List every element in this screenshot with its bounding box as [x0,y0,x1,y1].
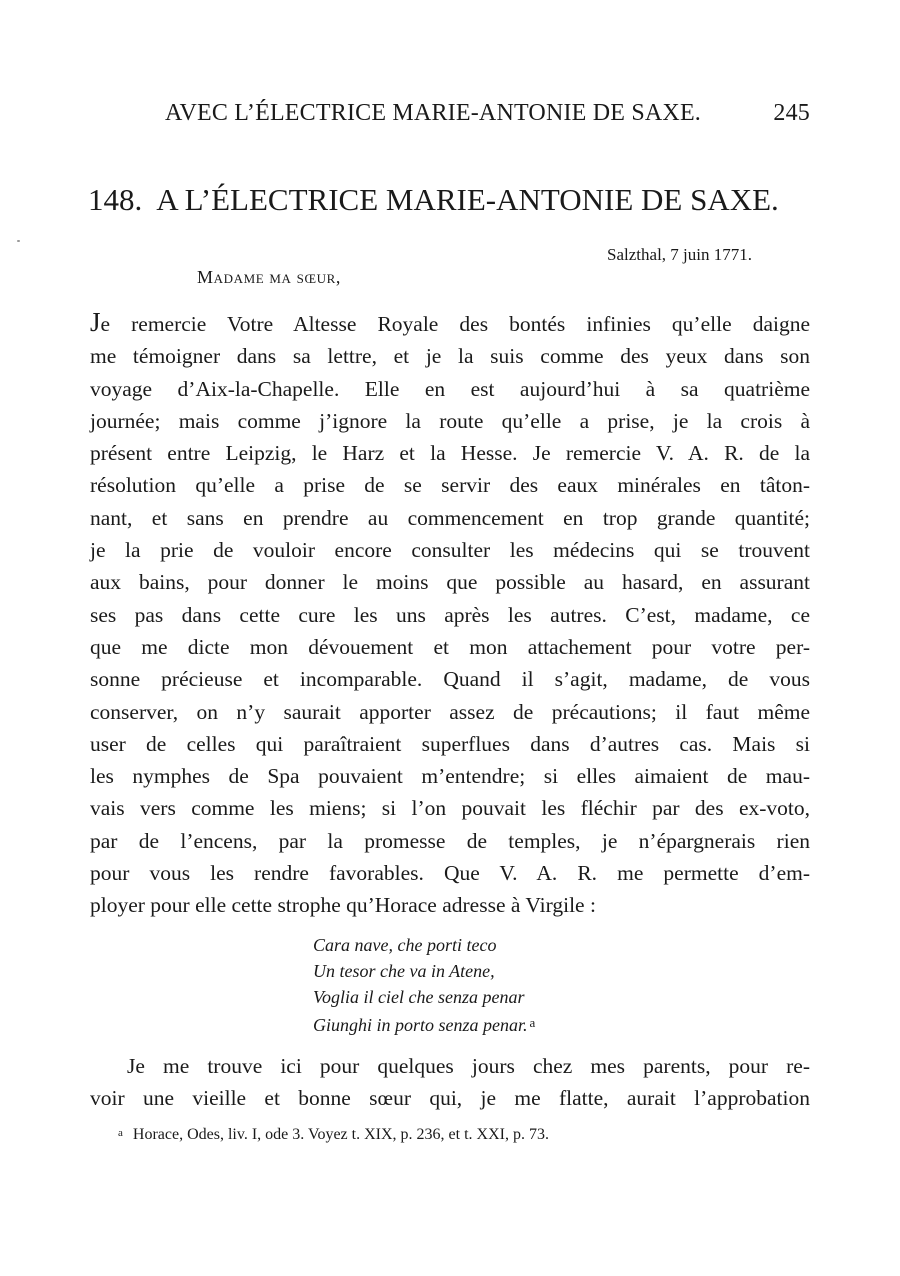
running-head-title: AVEC L’ÉLECTRICE MARIE-ANTONIE DE SAXE. [165,100,701,126]
page-number: 245 [773,100,810,126]
dateline: Salzthal, 7 juin 1771. [607,245,752,264]
verse-line: Cara nave, che porti teco [313,935,497,955]
drop-cap: J [90,307,101,337]
body-line: conserver, on n’y saurait apporter assez de précautions; il faut même [90,699,810,724]
body-line: me témoigner dans sa lettre, et je la suis comme des yeux dans son [90,344,810,369]
body-line: que me dicte mon dévouement et mon attachement pour votre per- [90,634,810,659]
verse-line: Giunghi in porto senza penar. $^a$ [313,1015,536,1035]
body-line: sonne précieuse et incomparable. Quand il s’agit, madame, de vous [90,667,810,692]
scan-speck [17,240,20,242]
footnote-text: Horace, Odes, liv. I, ode 3. Voyez t. XIX, p. 236, et t. XXI, p. 73. [132,1126,549,1143]
letter-continuation [90,1050,810,1114]
footnote-mark: a [118,1127,123,1139]
letter-number: 148. [88,182,143,217]
continuation-line: Je me trouve ici pour quelques jours chez mes parents, pour re- [127,1054,810,1078]
verse-line: Un tesor che va in Atene, [313,961,495,981]
footnote-reference: a [529,1015,536,1030]
verse-line: Voglia il ciel che senza penar [313,987,525,1007]
body-line: par de l’encens, par la promesse de temples, je n’épargnerais rien [90,828,810,853]
body-line: présent entre Leipzig, le Harz et la Hesse. Je remercie V. A. R. de la [90,441,810,466]
letter-title: A L’ÉLECTRICE MARIE-ANTONIE DE SAXE. [156,182,779,217]
body-line: voyage d’Aix-la-Chapelle. Elle en est aujourd’hui à sa quatrième [90,376,810,401]
body-line: journée; mais comme j’ignore la route qu’elle a prise, je la crois à [90,408,810,433]
body-line: user de celles qui paraîtraient superflues dans d’autres cas. Mais si [90,731,810,756]
letter-heading [88,182,818,218]
body-line: résolution qu’elle a prise de se servir des eaux minérales en tâton- [90,473,810,498]
body-line: pour vous les rendre favorables. Que V. A. R. me permette d’em- [90,861,810,886]
body-line: ployer pour elle cette strophe qu’Horace adresse à Virgile : [90,893,596,918]
footnote [118,1126,549,1144]
salutation: Madame ma sœur, [197,267,341,287]
body-line: aux bains, pour donner le moins que possible au hasard, en assurant [90,570,810,595]
body-line: nant, et sans en prendre au commencement en trop grande quantité; [90,505,810,530]
verse-quotation [313,932,535,1038]
continuation-line: voir une vieille et bonne sœur qui, je me flatte, aurait l’approbation [90,1086,810,1110]
body-line: ses pas dans cette cure les uns après les autres. C’est, madame, ce [90,602,810,627]
body-line: les nymphes de Spa pouvaient m’entendre; si elles aimaient de mau- [90,764,810,789]
body-line: je la prie de vouloir encore consulter les médecins qui se trouvent [90,538,810,563]
body-line: vais vers comme les miens; si l’on pouvait les fléchir par des ex-voto, [90,796,810,821]
letter-body [90,306,810,922]
body-line: Je remercie Votre Altesse Royale des bontés infinies qu’elle daigne [90,307,810,337]
